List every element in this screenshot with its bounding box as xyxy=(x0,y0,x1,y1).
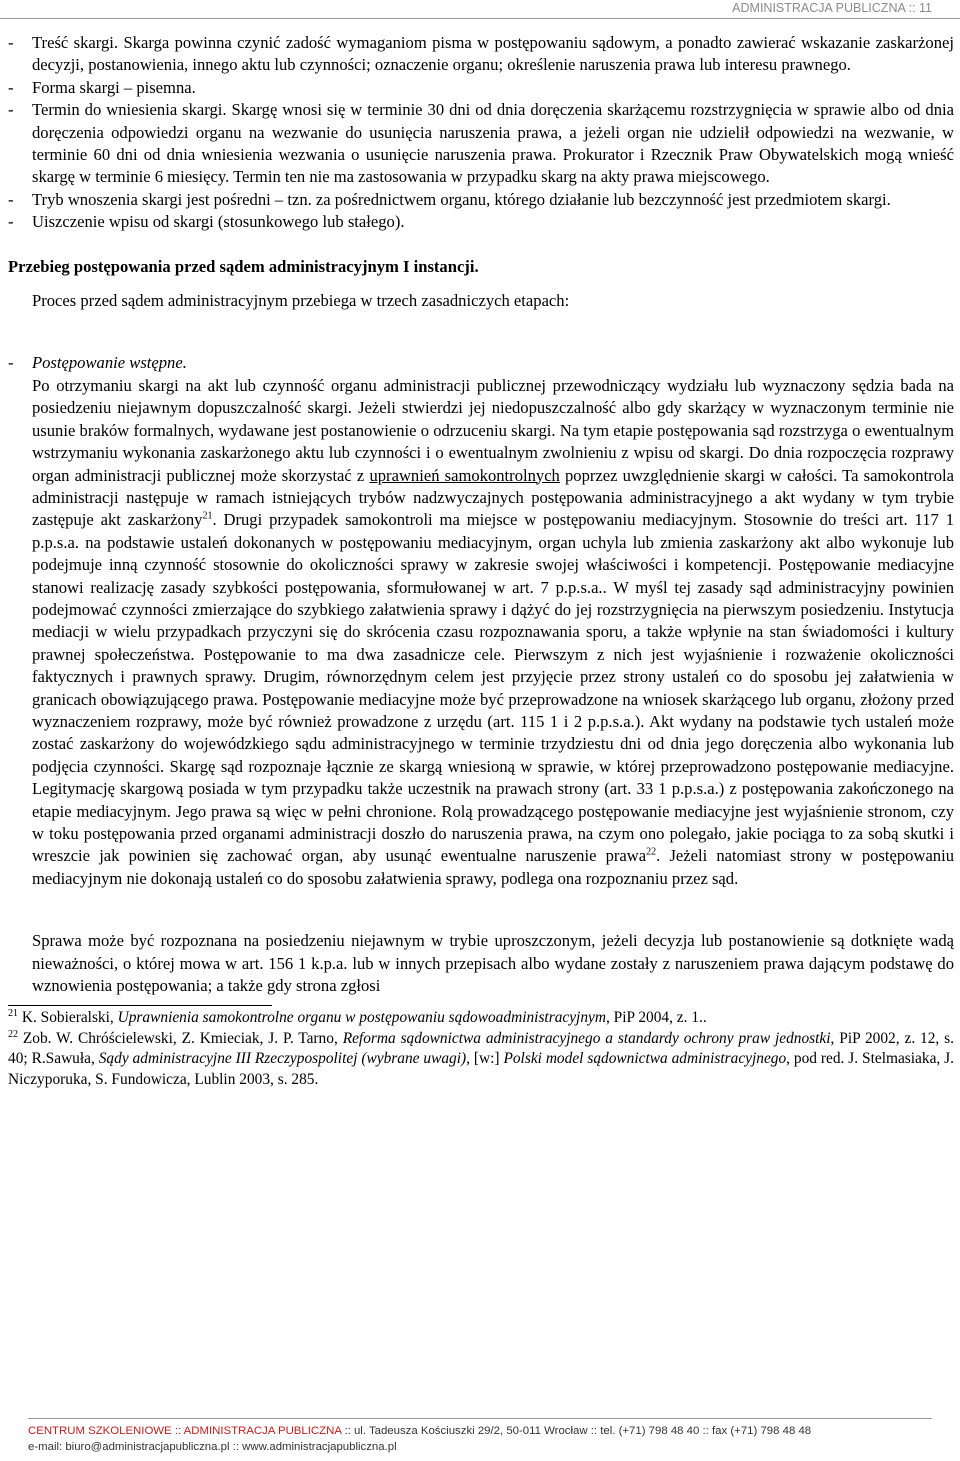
footer-contact: e-mail: biuro@administracjapubliczna.pl :: www.administracjapubliczna.pl xyxy=(28,1441,397,1453)
intro-text: Proces przed sądem administracyjnym przebiega w trzech zasadniczych etapach: xyxy=(32,291,570,311)
running-title: ADMINISTRACJA PUBLICZNA :: 11 xyxy=(732,1,932,15)
paragraph-simplified: Sprawa może być rozpoznana na posiedzeniu niejawnym w trybie uproszczonym, jeżeli decyzja lub postanowienie są dotknięte wadą nieważności, o której mowa w art. 156 1 k.p.a. lub w innych przepisach albo wydane zostały z naruszeniem prawa dającym podstawę do wznowienia postępowania; a także gdy strona zgłosi xyxy=(32,931,954,996)
footnote-divider xyxy=(8,1005,272,1006)
page-footer xyxy=(28,1418,932,1455)
footer-address: :: ul. Tadeusza Kościuszki 29/2, 50-011 Wrocław :: tel. (+71) 798 48 40 :: fax (+71) 798 48 48 xyxy=(341,1425,812,1437)
footer-brand: CENTRUM SZKOLENIOWE :: ADMINISTRACJA PUBLICZNA xyxy=(28,1425,342,1437)
list-item-tryb: - Tryb wnoszenia skargi jest pośredni – tzn. za pośrednictwem organu, którego działanie lub bezczynność jest przedmiotem skargi. xyxy=(8,189,891,209)
footnote-ref-22: 22 xyxy=(646,846,657,858)
section-heading: Przebieg postępowania przed sądem administracyjnym I instancji. xyxy=(8,256,479,276)
footnotes xyxy=(8,1008,954,1090)
list-item-tresc: - Treść skargi. Skarga powinna czynić zadość wymaganiom pisma w postępowaniu sądowym, a ponadto zawierać wskazanie zaskarżonej decyzji, postanowienia, innego aktu lub czynności; oznaczenie organu; określenie naruszenia prawa lub interesu prawnego. xyxy=(8,33,954,75)
list-item-termin: - Termin do wniesienia skargi. Skargę wnosi się w terminie 30 dni od dnia doręczenia skarżącemu rozstrzygnięcia w sprawie albo od dnia doręczenia odpowiedzi organu na wezwanie do usunięcia naruszenia prawa, a jeżeli organ nie udzielił odpowiedzi na wezwanie, w terminie 60 dni od dnia wniesienia wezwania o usunięcie naruszenia prawa. Prokurator i Rzecznik Praw Obywatelskich mogą wnieść skargę w terminie 6 miesięcy. Termin ten nie ma zastosowania w przypadku skarg na akty prawa miejscowego. xyxy=(8,100,954,187)
footnote-22: $^{22}$ Zob. W. Chróścielewski, Z. Kmieciak, J. P. Tarno, Reforma sądownictwa administracyjnego a standardy ochrony praw jednostki, PiP 2002, z. 12, s. 40; R.Sawuła, Sądy administracyjne III Rzeczypospolitej (wybrane uwagi), [w:] Polski model sądownictwa administracyjnego, pod red. J. Stelmasiaka, J. Niczyporuka, S. Fundowicza, Lublin 2003, s. 285. xyxy=(8,1028,954,1088)
underlined-term: uprawnień samokontrolnych xyxy=(369,465,560,485)
list-item-forma: - Forma skargi – pisemna. xyxy=(8,77,196,97)
running-header xyxy=(0,0,960,19)
page-content xyxy=(8,32,954,1090)
footnote-21: $^{21}$ K. Sobieralski, Uprawnienia samokontrolne organu w postępowaniu sądowoadministracyjnym, PiP 2004, z. 1.. xyxy=(8,1008,707,1027)
paragraph-main: Po otrzymaniu skargi na akt lub czynność organu administracji publicznej przewodniczący wydziału lub wyznaczony sędzia bada na posiedzeniu niejawnym dopuszczalność skargi. Jeżeli stwierdzi jej niedopuszczalność albo gdy skarżący w wyznaczonym terminie nie usunie braków formalnych, wydawane jest postanowienie o odrzuceniu skargi. Na tym etapie postępowania sąd rozstrzyga o ewentualnym wstrzymaniu wykonania zaskarżonego aktu lub czynności i o ewentualnym zwolnieniu z wpisu od skargi. Do dnia rozpoczęcia rozprawy organ administracji publicznej może skorzystać z uprawnień samokontrolnych poprzez uwzględnienie skargi w całości. Ta samokontrola administracji następuje w ramach istniejących trybów nadzwyczajnych postępowania administracyjnego a akt wydany w tym trybie zastępuje akt zaskarżony$^{21}$. Drugi przypadek samokontroli ma miejsce w postępowaniu mediacyjnym. Stosownie do treści art. 117 1 p.p.s.a. na podstawie ustaleń dokonanych w postępowaniu mediacyjnym, organ uchyla lub zmienia zaskarżony akt albo wykonuje lub podejmuje inną czynność stosownie do okoliczności sprawy w zakresie swojej właściwości i kompetencji. Postępowanie mediacyjne stanowi realizację zasady szybkości postępowania, sformułowanej w art. 7 p.p.s.a.. W myśl tej zasady sąd administracyjny powinien podejmować czynności zmierzające do szybkiego załatwienia sprawy i dążyć do jej rozstrzygnięcia na pierwszym posiedzeniu. Instytucja mediacji w wielu przypadkach przyczyni się do skrócenia czasu rozpoznawania sporu, a także wpłynie na stan świadomości i kultury prawnej społeczeństwa. Postępowanie to ma dwa zasadnicze cele. Pierwszym z nich jest wyjaśnienie i rozważenie okoliczności faktycznych i prawnych sprawy. Drugim, równorzędnym celem jest przyjęcie przez strony ustaleń co do sposobu jej załatwienia w granicach obowiązującego prawa. Postępowanie mediacyjne może być przeprowadzone na wniosek skarżącego lub organu, złożony przed wyznaczeniem rozprawy, może być również prowadzone z urzędu (art. 115 1 i 2 p.p.s.a.). Akt wydany na podstawie tych ustaleń może zostać zaskarżony do wojewódzkiego sądu administracyjnego w terminie trzydziestu dni od dnia jego doręczenia albo wykonania lub podjęcia czynności. Skargę sąd rozpoznaje łącznie ze skargą wniesioną w sprawie, w której przeprowadzono postępowanie mediacyjne. Legitymację skargową posiada w tym przypadku także uczestnik na prawach strony (art. 33 1 p.p.s.a.) z postępowania zakończonego na etapie mediacyjnym. Jego prawa są więc w pełni chronione. Rolą prowadzącego postępowanie mediacyjne jest wyjaśnienie stronom, czy w toku postępowania przed organami administracji doszło do naruszenia prawa, na czym ono polegało, jakie pociąga to za sobą skutki i wreszcie jak powinien się zachować organ, aby usunąć ewentualne naruszenie prawa$^{22}$. Jeżeli natomiast strony w postępowaniu mediacyjnym nie dokonają ustaleń co do sposobu załatwienia sprawy, podlega ona rozpoznaniu przez sąd. xyxy=(32,375,955,888)
list-item-wpis: - Uiszczenie wpisu od skargi (stosunkowego lub stałego). xyxy=(8,212,405,232)
footnote-ref-21: 21 xyxy=(202,510,213,522)
stage-label: - Postępowanie wstępne. xyxy=(8,353,187,373)
